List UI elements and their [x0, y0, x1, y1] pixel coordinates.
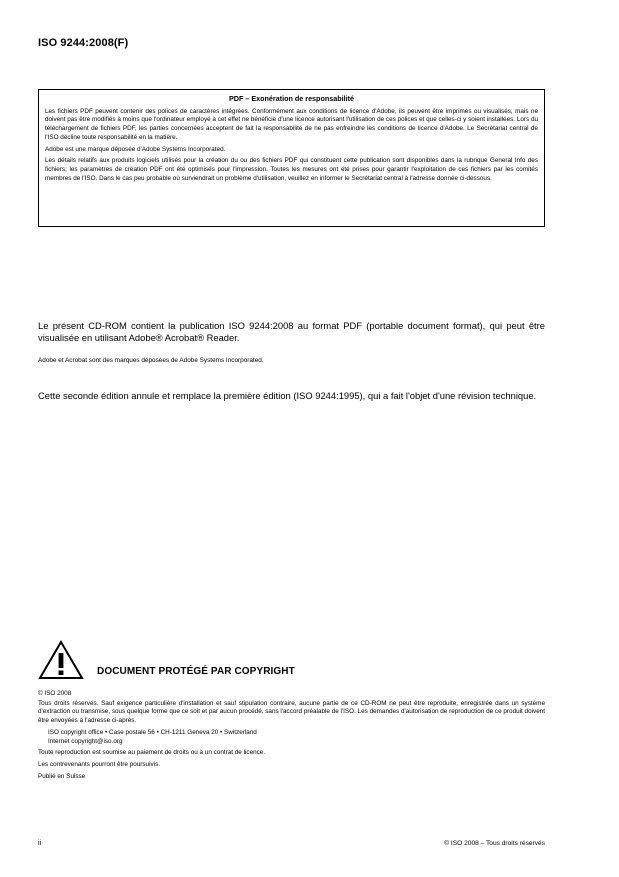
- trademark-note: Adobe et Acrobat sont des marques déposées de Adobe Systems Incorporated.: [38, 357, 264, 364]
- copyright-block: [38, 690, 545, 781]
- copyright-heading: DOCUMENT PROTÉGÉ PAR COPYRIGHT: [97, 666, 295, 677]
- copyright-notice: Tous droits réservés. Sauf exigence particulière d'installation et sauf stipulation contraire, aucune partie de ce CD-ROM ne peut être reproduite, enregistrée dans un système d'extraction ou transmise, sous quelque forme que ce soit et par aucun procédé, sans l'accord préalable de l'ISO. Les demandes d'autorisation de reproduction de ce produit doivent être envoyées à l'adresse ci-après.: [38, 699, 546, 725]
- page-number: ii: [38, 840, 42, 847]
- copyright-line-offenders: Les contrevenants pourront être poursuivis.: [38, 760, 161, 768]
- disclaimer-paragraph-2: Adobe est une marque déposée d'Adobe Systems Incorporated.: [45, 145, 226, 153]
- pdf-disclaimer-box: [38, 89, 545, 227]
- warning-triangle-icon: [38, 640, 84, 680]
- copyright-symbol-line: © ISO 2008: [38, 690, 72, 697]
- disclaimer-paragraph-1: Les fichiers PDF peuvent contenir des polices de caractères intégrées. Conformément aux conditions de licence d'Adobe, ils peuvent être imprimés ou visualisés, mais ne doivent pas être modifiés à moins que l'ordinateur employé à cet effet ne bénéficie d'une licence autorisant l'utilisation de ces polices et que celles-ci y soient installées. Lors du téléchargement de fichiers PDF, les parties concernées acceptent de fait la responsabilité de ne pas enfreindre les conditions de licence d'Adobe. Le Secrétariat central de l'ISO décline toute responsabilité en la matière.: [45, 107, 538, 141]
- copyright-line-license: Toute reproduction est soumise au paiement de droits ou à un contrat de licence.: [38, 749, 266, 757]
- disclaimer-paragraph-3: Les détails relatifs aux produits logiciels utilisés pour la création du ou des fichiers PDF qui constituent cette publication sont disponibles dans la rubrique General Info des fichiers; les paramètres de création PDF ont été optimisés pour l'impression. Toutes les mesures ont été prises pour garantir l'exploitation de ces fichiers par les comités membres de l'ISO. Dans le cas peu probable où surviendrait un problème d'utilisation, veuillez en informer le Secrétariat central à l'adresse donnée ci-dessous.: [45, 157, 538, 182]
- intro-paragraph: Le présent CD-ROM contient la publication ISO 9244:2008 au format PDF (portable document format), qui peut être visualisée en utilisant Adobe® Acrobat® Reader.: [38, 320, 545, 343]
- edition-paragraph: Cette seconde édition annule et remplace la première édition (ISO 9244:1995), qui a fait l'objet d'une révision technique.: [38, 390, 537, 401]
- copyright-office-address: ISO copyright office • Case postale 56 • CH-1211 Geneva 20 • Switzerland: [48, 728, 257, 736]
- footer-rights: © ISO 2008 – Tous droits réservés: [444, 840, 545, 847]
- disclaimer-title: PDF – Exonération de responsabilité: [228, 94, 354, 103]
- document-title: ISO 9244:2008(F): [38, 37, 129, 49]
- copyright-line-published: Publié en Suisse: [38, 772, 86, 780]
- copyright-internet: Internet copyright@iso.org: [48, 737, 123, 745]
